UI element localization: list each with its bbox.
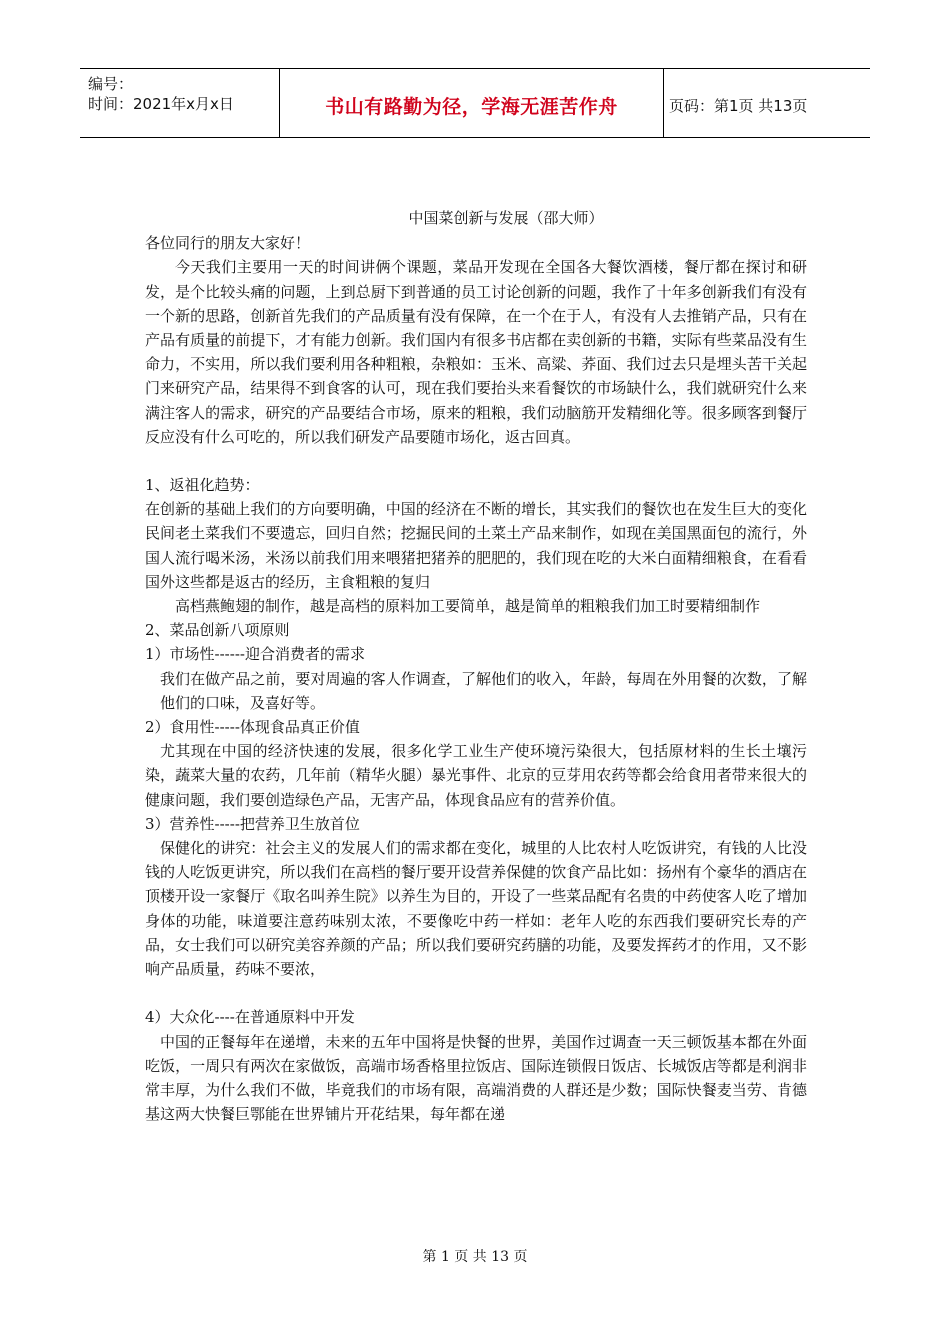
principle-4-heading: 4）大众化----在普通原料中开发 (145, 1008, 355, 1027)
greeting: 各位同行的朋友大家好！ (145, 234, 311, 253)
header-page-cell (663, 69, 870, 137)
header-page-number: 页码：第1页 共13页 (669, 97, 808, 115)
spacer (145, 449, 807, 473)
document-header (80, 68, 870, 138)
intro-paragraph: 今天我们主要用一天的时间讲俩个课题，菜品开发现在全国各大餐饮酒楼，餐厅都在探讨和研发，是个比较头痛的问题，上到总厨下到普通的员工讨论创新的问题，我作了十年多创新我们有没有一个新的思路，创新首先我们的产品质量有没有保障，在一个在于人，有没有人去推销产品，只有在产品有质量的前提下，才有能力创新。我们国内有很多书店都在卖创新的书籍，实际有些菜品没有生命力，不实用，所以我们要利用各种粗粮，杂粮如：玉米、高粱、荞面、我们过去只是埋头苦干关起门来研究产品，结果得不到食客的认可，现在我们要抬头来看餐饮的市场缺什么，我们就研究什么来满注客人的需求，研究的产品要结合市场，原来的粗粮，我们动脑筋开发精细化等。很多顾客到餐厅反应没有什么可吃的，所以我们研发产品要随市场化，返古回真。 (145, 258, 807, 446)
header-date: 时间：2021年x月x日 (88, 95, 234, 113)
section-1-paragraph: 在创新的基础上我们的方向要明确，中国的经济在不断的增长，其实我们的餐饮也在发生巨大的变化民间老土菜我们不要遗忘，回归自然；挖掘民间的土菜土产品来制作，如现在美国黑面包的流行，外国人流行喝米汤，米汤以前我们用来喂猪把猪养的肥肥的，我们现在吃的大米白面精细粮食，在看看国外这些都是返古的经历，主食粗粮的复归 (145, 500, 807, 591)
section-2-heading: 2、菜品创新八项原则 (145, 621, 290, 640)
document-title: 中国菜创新与发展（邵大师） (408, 209, 604, 227)
document-body (145, 206, 807, 1126)
header-motto: 书山有路勤为径，学海无涯苦作舟 (325, 96, 618, 118)
section-1-heading: 1、返祖化趋势： (145, 476, 260, 495)
header-number: 编号： (88, 75, 134, 93)
principle-3-paragraph: 保健化的讲究：社会主义的发展人们的需求都在变化，城里的人比农村人吃饭讲究，有钱的人比没钱的人吃饭更讲究，所以我们在高档的餐厅要开设营养保健的饮食产品比如：扬州有个豪华的酒店在顶楼开设一家餐厅《取名叫养生院》以养生为目的，开设了一些菜品配有名贵的中药使客人吃了增加身体的功能，味道要注意药味别太浓，不要像吃中药一样如：老年人吃的东西我们要研究长寿的产品，女士我们可以研究美容养颜的产品；所以我们要研究药膳的功能，及要发挥药才的作用，又不影响产品质量，药味不要浓， (145, 839, 807, 979)
principle-1-heading: 1）市场性------迎合消费者的需求 (145, 645, 365, 664)
page-footer: 第 1 页 共 13 页 (422, 1249, 528, 1265)
spacer (145, 981, 807, 1005)
principle-2-paragraph: 尤其现在中国的经济快速的发展，很多化学工业生产使环境污染很大，包括原材料的生长土壤污染，蔬菜大量的农药，几年前（精华火腿）暴光事件、北京的豆芽用农药等都会给食用者带来很大的健康问题，我们要创造绿色产品，无害产品，体现食品应有的营养价值。 (145, 742, 807, 809)
section-1-paragraph-2: 高档燕鲍翅的制作，越是高档的原料加工要简单，越是简单的粗粮我们加工时要精细制作 (175, 597, 761, 616)
principle-3-heading: 3）营养性-----把营养卫生放首位 (145, 814, 360, 833)
header-meta (80, 69, 279, 137)
header-motto-cell (279, 69, 664, 137)
principle-4-paragraph: 中国的正餐每年在递增，未来的五年中国将是快餐的世界，美国作过调查一天三顿饭基本都在外面吃饭，一周只有两次在家做饭，高端市场香格里拉饭店、国际连锁假日饭店、长城饭店等都是利润非常丰厚，为什么我们不做，毕竟我们的市场有限，高端消费的人群还是少数；国际快餐麦当劳、肯德基这两大快餐巨鄂能在世界铺片开花结果，每年都在递 (145, 1032, 807, 1124)
principle-1-paragraph: 我们在做产品之前，要对周遍的客人作调查，了解他们的收入，年龄，每周在外用餐的次数，了解他们的口味，及喜好等。 (160, 669, 807, 712)
principle-2-heading: 2）食用性-----体现食品真正价值 (145, 718, 360, 737)
